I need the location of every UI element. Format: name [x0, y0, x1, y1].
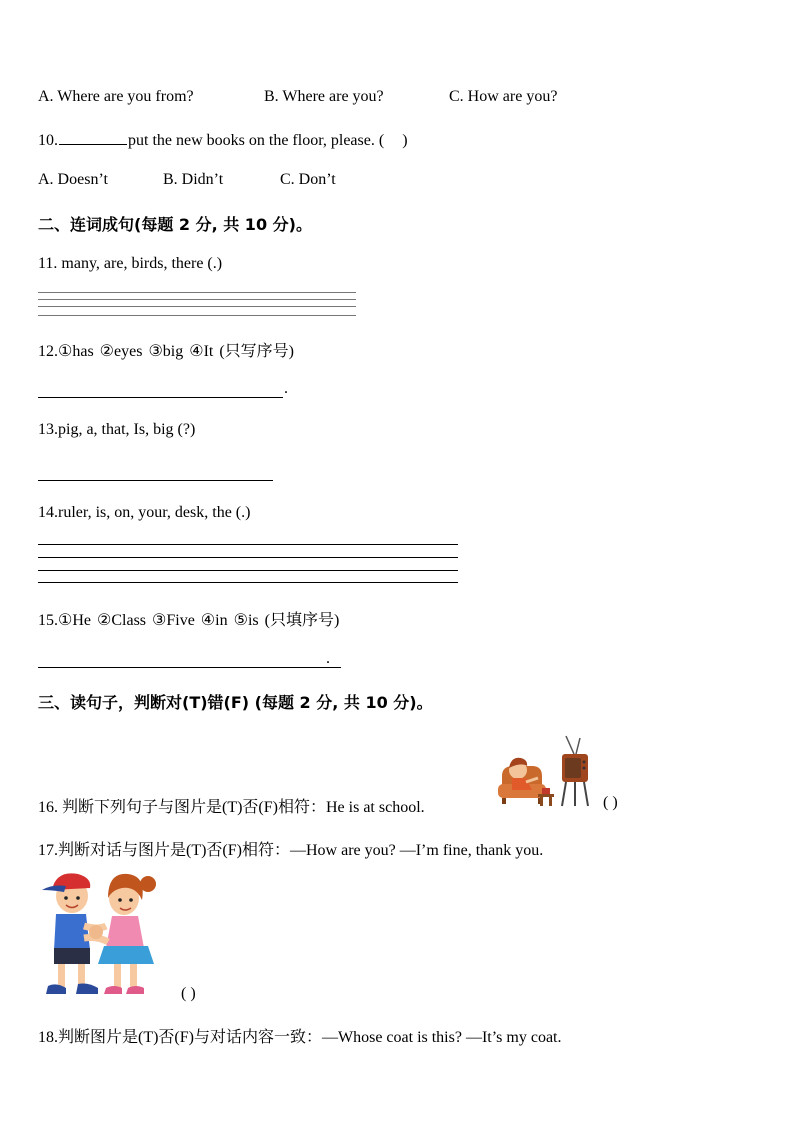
q15-end-mark: .	[326, 650, 330, 667]
q12-answer-line[interactable]	[38, 397, 283, 398]
boy-watching-tv-icon	[494, 734, 594, 810]
q14-text: 14.ruler, is, on, your, desk, the (.)	[38, 504, 251, 521]
section3-heading: 三、读句子，判断对(T)错(F) (每题 2 分, 共 10 分)。	[38, 693, 433, 712]
q14-line-2[interactable]	[38, 557, 458, 558]
q14-line-4[interactable]	[38, 582, 458, 583]
q15-text: 15.①He ②Class ③Five ④in ⑤is (只填序号)	[38, 612, 340, 629]
q10-number: 10.	[38, 132, 58, 149]
q9-option-c[interactable]: C. How are you?	[449, 88, 558, 105]
q11-line-4[interactable]	[38, 315, 356, 316]
q10-blank[interactable]	[59, 130, 127, 145]
q10-option-b[interactable]: B. Didn’t	[163, 171, 224, 188]
q12-text: 12.①has ②eyes ③big ④It (只写序号)	[38, 343, 295, 360]
q10-text: put the new books on the floor, please. (	[128, 132, 385, 149]
q14-line-3[interactable]	[38, 570, 458, 571]
q15-answer-line[interactable]	[38, 667, 341, 668]
section2-heading: 二、连词成句(每题 2 分, 共 10 分)。	[38, 215, 312, 234]
q10-option-c[interactable]: C. Don’t	[280, 171, 336, 188]
q16-answer-bracket[interactable]: ( )	[603, 794, 618, 811]
q9-option-a[interactable]: A. Where are you from?	[38, 88, 194, 105]
q10-stem	[38, 130, 408, 150]
q12-end-mark: .	[284, 380, 288, 397]
q17-text: 17.判断对话与图片是(T)否(F)相符：—How are you? —I’m fine, thank you.	[38, 842, 544, 859]
q14-line-1[interactable]	[38, 544, 458, 545]
q13-answer-line[interactable]	[38, 480, 273, 481]
q13-text: 13.pig, a, that, Is, big (?)	[38, 421, 196, 438]
q10-close: )	[402, 132, 408, 149]
q16-text: 16. 判断下列句子与图片是(T)否(F)相符：He is at school.	[38, 799, 425, 816]
q11-line-1[interactable]	[38, 292, 356, 293]
q17-answer-bracket[interactable]: ( )	[181, 985, 196, 1002]
q11-text: 11. many, are, birds, there (.)	[38, 255, 223, 272]
q18-text: 18.判断图片是(T)否(F)与对话内容一致：—Whose coat is this? —It’s my coat.	[38, 1029, 562, 1046]
q10-option-a[interactable]: A. Doesn’t	[38, 171, 108, 188]
q11-line-3[interactable]	[38, 306, 356, 307]
q9-option-b[interactable]: B. Where are you?	[264, 88, 384, 105]
q11-line-2[interactable]	[38, 299, 356, 300]
two-kids-holding-hands-icon	[38, 868, 174, 1002]
